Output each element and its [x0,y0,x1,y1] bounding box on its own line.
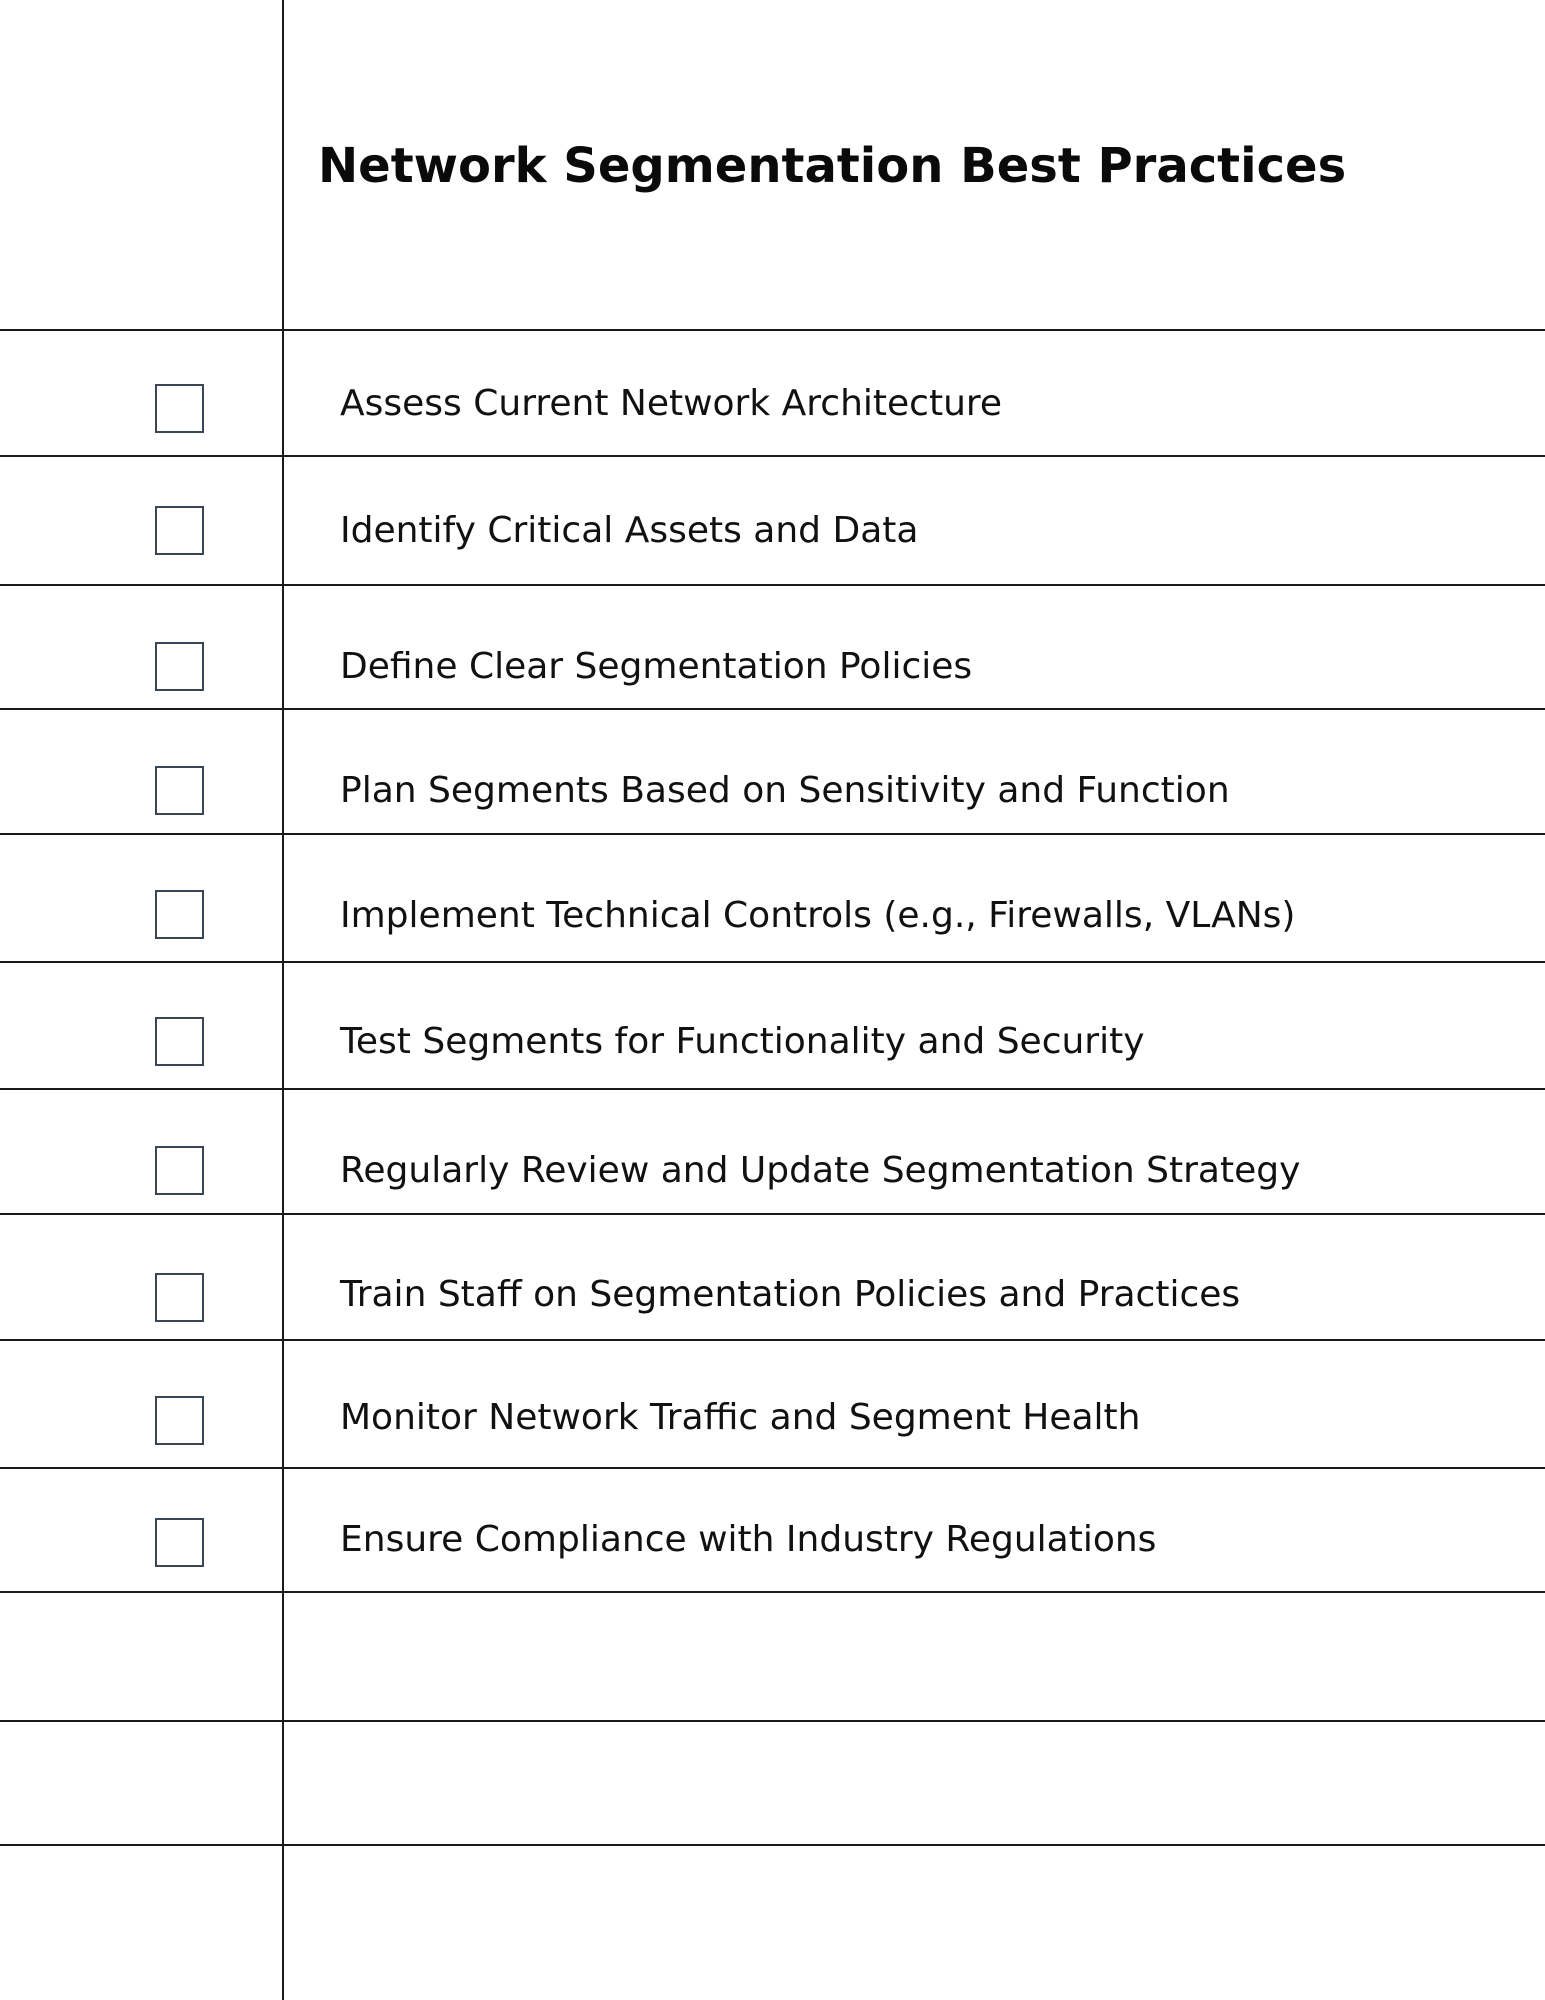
item-checkbox[interactable] [155,642,204,691]
item-label: Implement Technical Controls (e.g., Firewalls, VLANs) [340,895,1296,936]
row-divider [0,329,1545,331]
column-divider [282,0,284,2000]
item-checkbox[interactable] [155,384,204,433]
item-label: Test Segments for Functionality and Security [340,1021,1145,1062]
row-divider [0,833,1545,835]
row-divider [0,1720,1545,1722]
item-checkbox[interactable] [155,1146,204,1195]
item-label: Plan Segments Based on Sensitivity and Function [340,770,1230,811]
row-divider [0,584,1545,586]
item-checkbox[interactable] [155,1518,204,1567]
item-checkbox[interactable] [155,890,204,939]
row-divider [0,1591,1545,1593]
item-checkbox[interactable] [155,766,204,815]
item-label: Monitor Network Traffic and Segment Health [340,1397,1141,1438]
item-checkbox[interactable] [155,1017,204,1066]
row-divider [0,455,1545,457]
item-label: Define Clear Segmentation Policies [340,646,973,687]
item-checkbox[interactable] [155,1396,204,1445]
item-checkbox[interactable] [155,1273,204,1322]
item-label: Ensure Compliance with Industry Regulations [340,1519,1157,1560]
row-divider [0,1213,1545,1215]
item-checkbox[interactable] [155,506,204,555]
row-divider [0,708,1545,710]
page-title: Network Segmentation Best Practices [318,138,1347,194]
row-divider [0,961,1545,963]
row-divider [0,1844,1545,1846]
item-label: Assess Current Network Architecture [340,383,1003,424]
item-label: Identify Critical Assets and Data [340,510,919,551]
row-divider [0,1088,1545,1090]
row-divider [0,1339,1545,1341]
item-label: Regularly Review and Update Segmentation Strategy [340,1150,1301,1191]
item-label: Train Staff on Segmentation Policies and Practices [340,1274,1241,1315]
row-divider [0,1467,1545,1469]
